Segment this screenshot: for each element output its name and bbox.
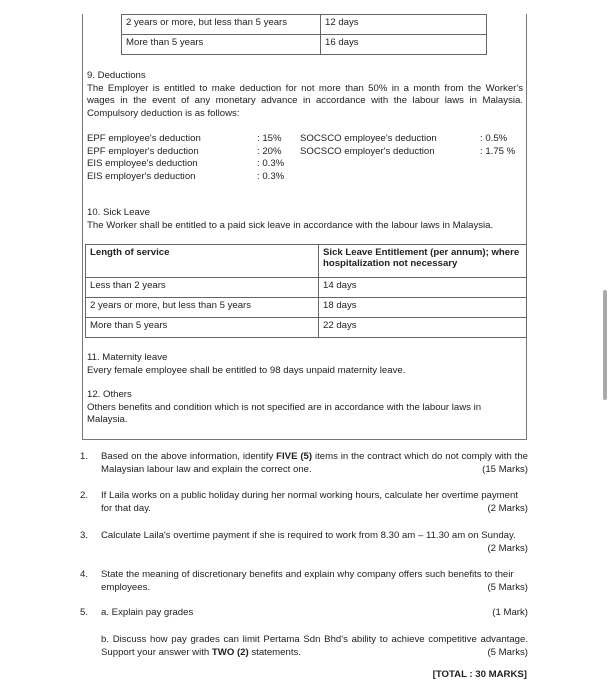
marks: (5 Marks) bbox=[487, 581, 528, 593]
cell: Less than 2 years bbox=[86, 278, 319, 298]
maternity-section bbox=[87, 352, 523, 377]
table-row bbox=[122, 15, 487, 35]
cell: More than 5 years bbox=[122, 35, 321, 55]
question-1 bbox=[80, 451, 528, 476]
text: a. Explain pay grades bbox=[101, 607, 194, 618]
text: Based on the above information, identify bbox=[101, 451, 277, 462]
text: statements. bbox=[248, 646, 301, 658]
value: : 0.3% bbox=[257, 158, 285, 169]
text: If Laila works on a public holiday during her normal working hours, calculate her overtime payment for that day. bbox=[101, 490, 519, 514]
cell: More than 5 years bbox=[86, 318, 319, 338]
marks: (5 Marks) bbox=[487, 646, 528, 658]
value: : 0.5% bbox=[480, 133, 508, 144]
marks: (2 Marks) bbox=[487, 502, 528, 514]
text: b. Discuss how pay grades can limit Pertama Sdn Bhd's ability to achieve competitive advantage. Support your answer with bbox=[101, 634, 528, 658]
section-title: 12. Others bbox=[87, 389, 132, 400]
section-text: The Worker shall be entitled to a paid sick leave in accordance with the labour laws in Malaysia. bbox=[87, 219, 494, 231]
marks: (2 Marks) bbox=[487, 542, 528, 554]
cell: 16 days bbox=[321, 35, 487, 55]
label: EIS employee's deduction bbox=[87, 158, 198, 169]
header-cell: Sick Leave Entitlement (per annum); where hospitalization not necessary bbox=[319, 245, 527, 278]
deductions-left bbox=[87, 133, 284, 183]
text: State the meaning of discretionary benefits and explain why company offers such benefits to their employees. bbox=[101, 569, 514, 593]
table-header bbox=[86, 245, 527, 278]
label: EIS employer's deduction bbox=[87, 170, 196, 182]
section-text: Others benefits and condition which is not specified are in accordance with the labour laws in Malaysia. bbox=[87, 401, 482, 425]
question-2 bbox=[80, 490, 528, 515]
question-4 bbox=[80, 569, 528, 594]
cell: 18 days bbox=[319, 298, 527, 318]
cell: 2 years or more, but less than 5 years bbox=[122, 15, 321, 35]
table-row bbox=[86, 318, 527, 338]
bold-text: FIVE (5) bbox=[276, 451, 313, 462]
marks: (1 Mark) bbox=[492, 607, 528, 618]
cell: 2 years or more, but less than 5 years bbox=[86, 298, 319, 318]
bold-text: TWO (2) bbox=[211, 646, 249, 658]
question-number: 1. bbox=[80, 451, 89, 462]
sick-leave-section bbox=[87, 207, 523, 232]
value: : 1.75 % bbox=[480, 145, 516, 157]
deductions-section bbox=[87, 70, 523, 120]
value: : 15% bbox=[257, 133, 282, 144]
value: : 20% bbox=[257, 145, 282, 157]
question-number: 4. bbox=[80, 569, 89, 580]
section-title: 11. Maternity leave bbox=[87, 352, 168, 363]
marks: (15 Marks) bbox=[482, 463, 528, 475]
cell: 22 days bbox=[319, 318, 527, 338]
scrollbar[interactable] bbox=[603, 290, 607, 400]
question-5b bbox=[101, 634, 528, 659]
question-number: 2. bbox=[80, 490, 89, 501]
total-marks: [TOTAL : 30 MARKS] bbox=[432, 669, 527, 680]
label: SOCSCO employer's deduction bbox=[300, 145, 435, 157]
table-row bbox=[86, 278, 527, 298]
section-text: Every female employee shall be entitled to 98 days unpaid maternity leave. bbox=[87, 364, 406, 376]
label: SOCSCO employee's deduction bbox=[300, 133, 437, 144]
table-row bbox=[122, 35, 487, 55]
question-number: 5. bbox=[80, 607, 89, 618]
annual-leave-table bbox=[121, 14, 487, 55]
question-3 bbox=[80, 530, 528, 555]
header-cell: Length of service bbox=[86, 245, 319, 278]
value: : 0.3% bbox=[257, 170, 285, 182]
question-number: 3. bbox=[80, 530, 89, 541]
section-title: 9. Deductions bbox=[87, 70, 146, 81]
cell: 14 days bbox=[319, 278, 527, 298]
table-row bbox=[86, 298, 527, 318]
deductions-right bbox=[300, 133, 515, 158]
section-text: The Employer is entitled to make deduction for not more than 50% in a month from the Worker's wages in the event of any monetary advance in accordance with the labour laws in Malaysia. Compulsory deduction is as follows: bbox=[87, 82, 523, 119]
sick-leave-table bbox=[85, 244, 527, 338]
section-title: 10. Sick Leave bbox=[87, 207, 150, 218]
text: Calculate Laila's overtime payment if she is required to work from 8.30 am – 11.30 am on Sunday. bbox=[101, 530, 516, 541]
label: EPF employer's deduction bbox=[87, 145, 199, 157]
cell: 12 days bbox=[321, 15, 487, 35]
label: EPF employee's deduction bbox=[87, 133, 201, 144]
question-5a bbox=[80, 607, 528, 620]
others-section bbox=[87, 389, 523, 427]
text: items in the contract which do not comply with the Malaysian labour law and explain the correct one. bbox=[101, 451, 529, 475]
